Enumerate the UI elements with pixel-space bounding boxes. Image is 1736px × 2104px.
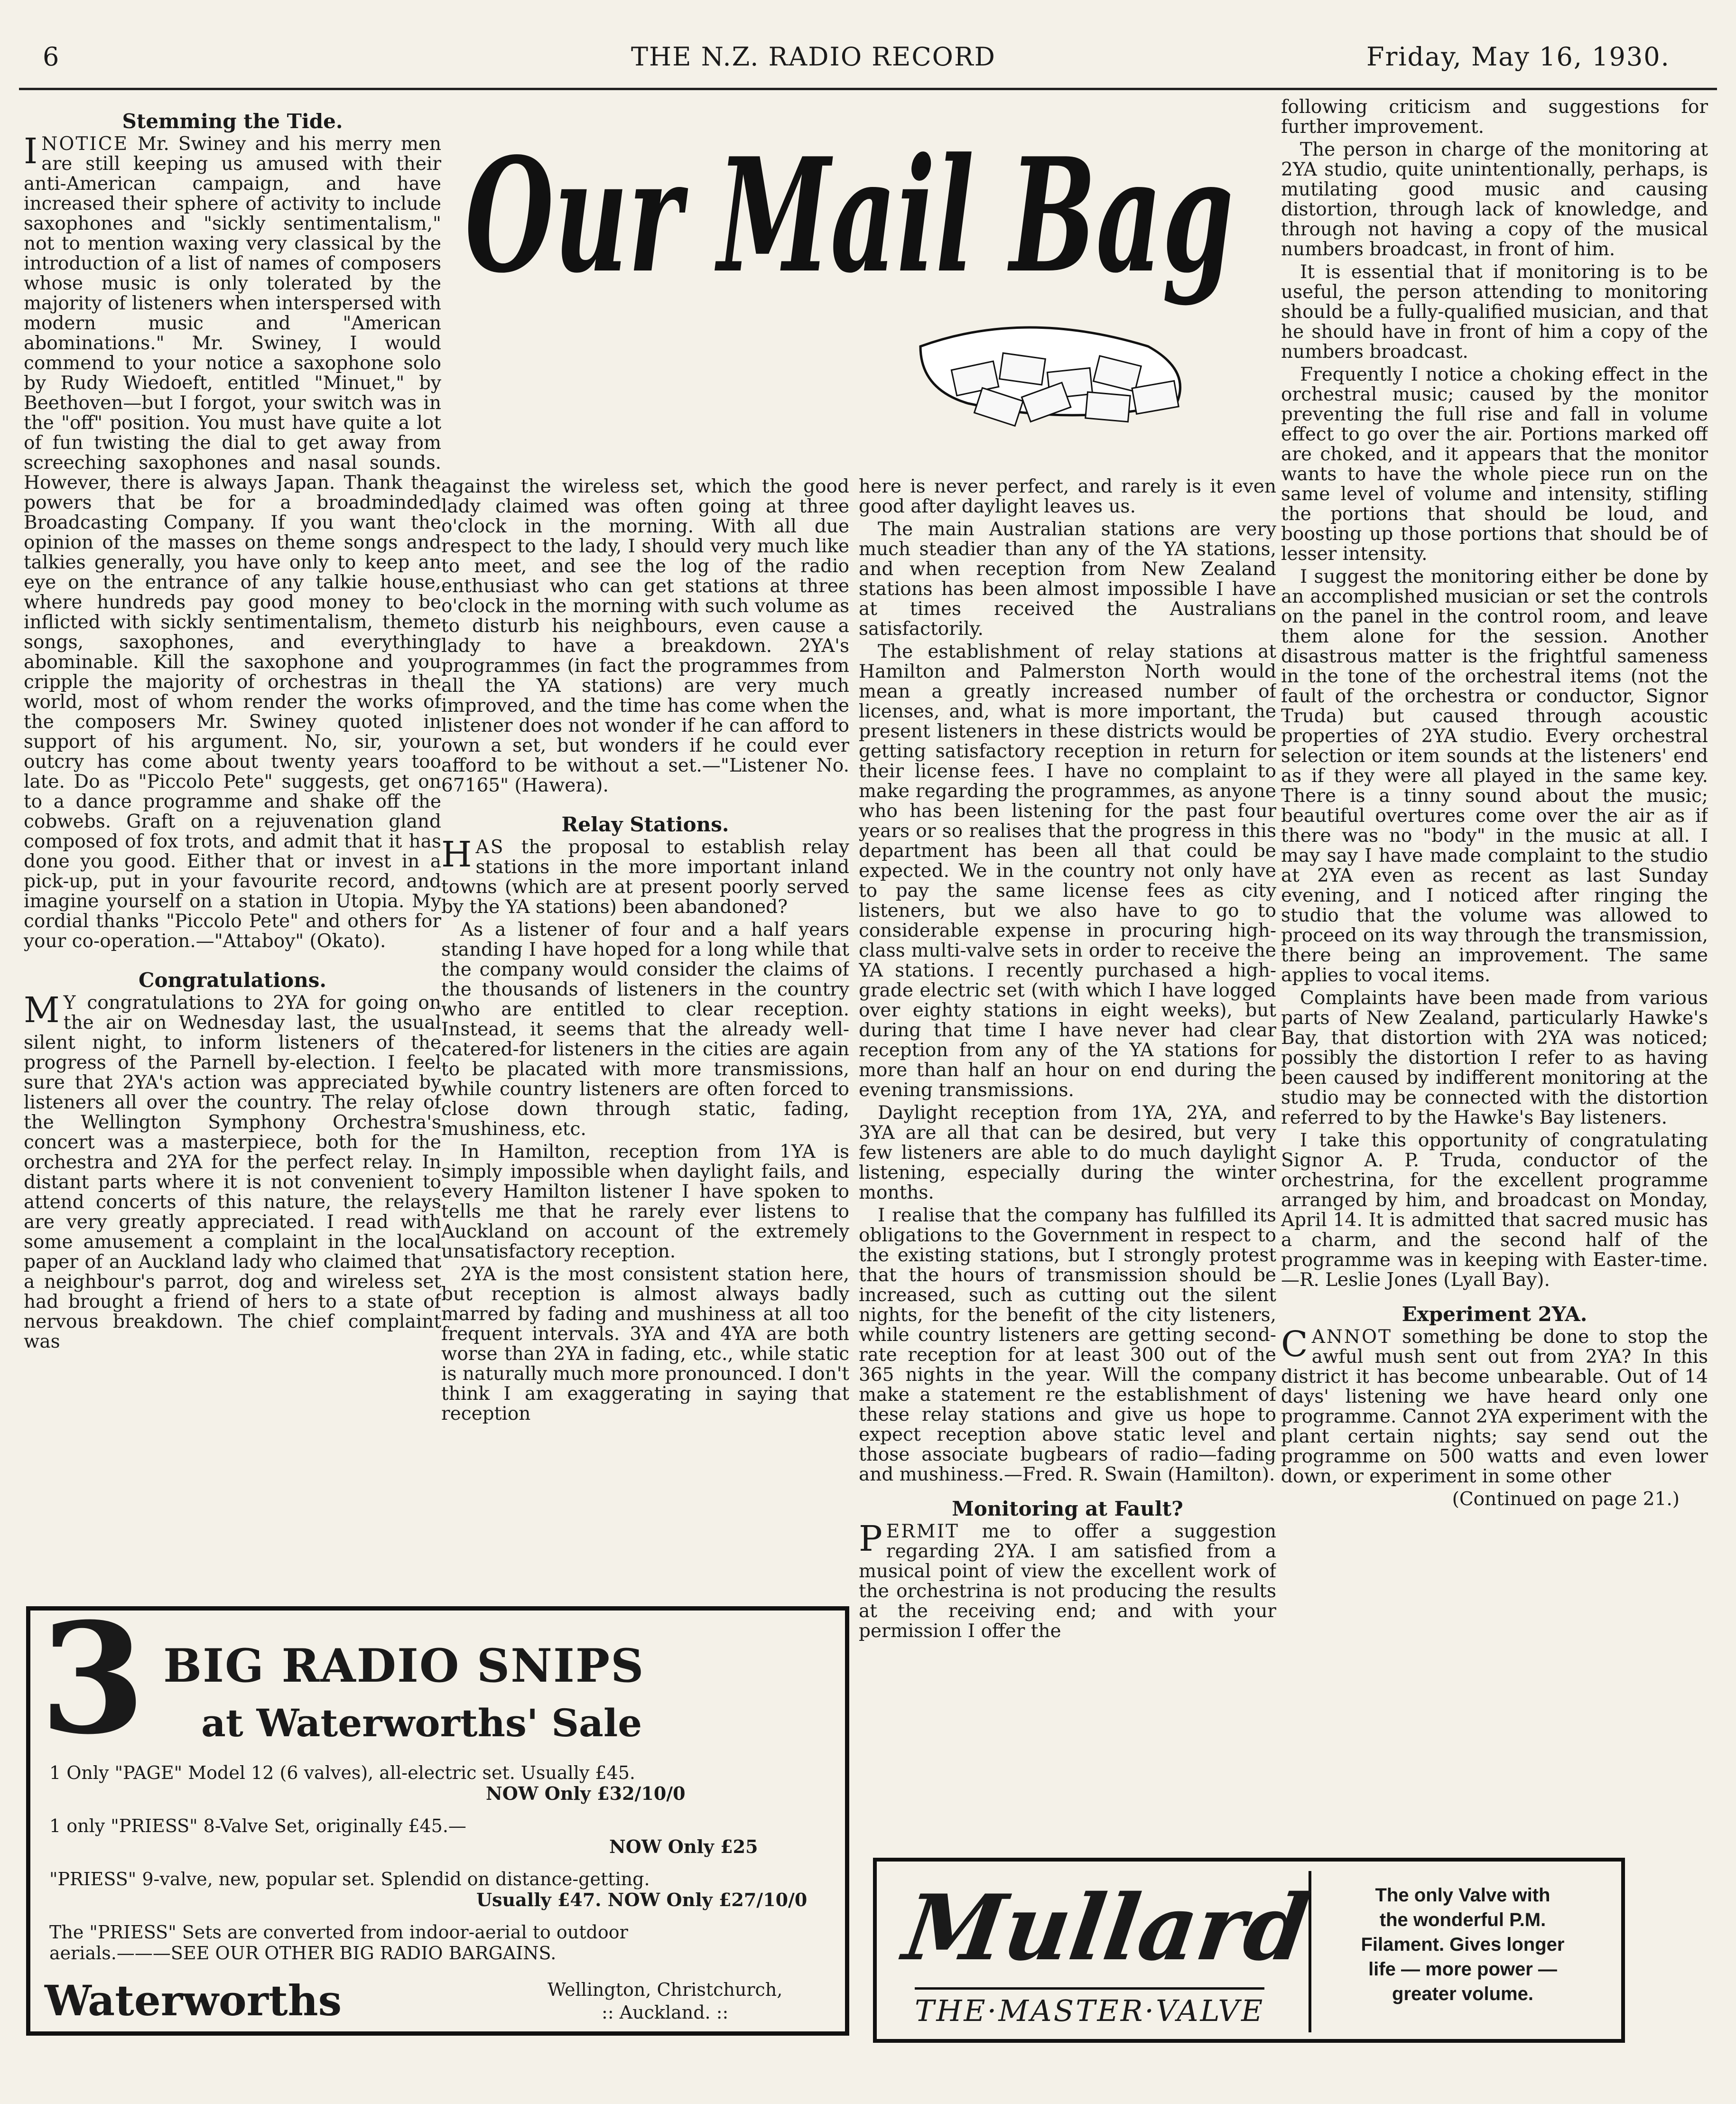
headline-experiment-2ya: Experiment 2YA.	[1402, 1303, 1587, 1326]
masthead-title: Our Mail Bag	[465, 123, 1234, 307]
article-paragraph: I realise that the company has fulfilled its obligations to the Government in respect to the existing stations, but I strongly protest that the hours of transmission should be increased, such as cutting out the silent nights, for the benefit of the city listeners, while country listeners are getting second-rate reception for at least 300 out of the 365 nights in the year. Will the company make a statement re the establishment of these relay stations and give us hope to expect reception above static level and those associate bugbears of radio—fading and mushiness.—Fred. R. Swain (Hamilton).	[859, 1205, 1276, 1485]
article-experiment-2ya: CANNOT something be done to stop the awful mush sent out from 2YA? In this district it has become unbearable. Out of 14 days' listening we have heard only one programme. Cannot 2YA experiment with the plant certain nights; say send out the programme on 500 watts and even lower down, or experiment in some other	[1281, 1324, 1708, 1487]
ad-item-priess9: "PRIESS" 9-valve, new, popular set. Splendid on distance-getting.	[49, 1869, 650, 1890]
drop-cap: H	[441, 834, 472, 875]
article-stemming-the-tide: INOTICE Mr. Swiney and his merry men are still keeping us amused with their anti-American campaign, and have increased their sphere of activity to include saxophones and "sickly sentimentalism," not to mention waxing very classical by the introduction of a list of names of composers whose music is only tolerated by the majority of listeners when interspersed with modern music and "American abominations." Mr. Swiney, I would commend to your notice a saxophone solo by Rudy Wiedoeft, entitled "Minuet," by Beethoven—but I forgot, your switch was in the "off" position. You must have quite a lot of fun twisting the dial to get away from screeching saxophones and nasal sounds. However, there is always Japan. Thank the powers that be for a broadminded Broadcasting Company. If you want the opinion of the masses on theme songs and talkies generally, you have only to keep an eye on the entrance of any talkie house, where hundreds pay good money to be inflicted with sickly sentimentalism, theme songs, saxophones, and everything abominable. Kill the saxophone and you cripple the majority of orchestras in the world, most of whom render the works of the composers Mr. Swiney quoted in support of his argument. No, sir, your outcry has come about twenty years too late. Do as "Piccolo Pete" suggests, get on to a dance programme and shake off the cobwebs. Graft on a rejuvenation gland composed of fox trots, and admit that it has done you good. Either that or invest in a pick-up, put in your favourite record, and imagine yourself on a station in Utopia. My cordial thanks "Piccolo Pete" and others for your co-operation.—"Attaboy" (Okato).	[24, 131, 441, 952]
ad-headline: BIG RADIO SNIPS	[163, 1639, 645, 1693]
issue-date: Friday, May 16, 1930.	[1366, 42, 1670, 72]
headline-relay-stations: Relay Stations.	[561, 813, 729, 836]
article-congratulations-cont: against the wireless set, which the good lady claimed was often going at three o'clock in the morning. With all due respect to the lady, I should very much like to meet, and see the log of the radio enthusiast who can get stations at three o'clock in the morning with such volume as to disturb his neighbours, even cause a lady to have a breakdown. 2YA's programmes (in fact the programmes from all the YA stations) are very much improved, and the time has come when the listener does not wonder if he can afford to own a set, but wonders if he could ever afford to be without a set.—"Listener No. 67165" (Hawera).	[441, 477, 849, 796]
page-number: 6	[43, 42, 60, 72]
drop-cap: P	[859, 1518, 882, 1559]
ad-note: The "PRIESS" Sets are converted from indoor-aerial to outdoor	[49, 1922, 628, 1943]
article-paragraph: Frequently I notice a choking effect in the orchestral music; caused by the monitor preventing the full rise and fall in volume effect to go over the air. Portions marked off are choked, and it appears that the monitor wants to have the whole piece run on the same level of volume and intensity, stifling the portions that should be loud, and boosting up those portions that should be of lesser intensity.	[1281, 364, 1708, 565]
drop-cap: M	[24, 990, 60, 1031]
article-paragraph: As a listener of four and a half years standing I have hoped for a long while that the company would consider the claims of the thousands of listeners in the country who are entitled to clear reception. Instead, it seems that the already well-catered-for listeners in the cities are again to be placated with more transmissions, while country listeners are often forced to close down through static, fading, mushiness, etc.	[441, 919, 849, 1140]
ad-brand: Waterworths	[45, 1976, 342, 2025]
article-paragraph: Complaints have been made from various parts of New Zealand, particularly Hawke's Bay, that distortion with 2YA was noticed; possibly the distortion I refer to as having been caused by indifferent monitoring at the studio may be connected with the distortion referred to by the Hawke's Bay listeners.	[1281, 987, 1708, 1128]
ad-note-2: aerials.———SEE OUR OTHER BIG RADIO BARGAINS.	[49, 1943, 557, 1964]
article-paragraph: I take this opportunity of congratulating Signor A. P. Truda, conductor of the orchestrina, for the excellent programme arranged by him, and broadcast on Monday, April 14. It is admitted that sacred music has a charm, and the second half of the programme was in keeping with Easter-time.—R. Leslie Jones (Lyall Bay).	[1281, 1130, 1708, 1291]
waterworths-advertisement	[26, 1590, 849, 2036]
ad-big-number: 3	[40, 1590, 146, 1768]
ad-item-priess8: 1 only "PRIESS" 8-Valve Set, originally £45.—	[49, 1815, 466, 1836]
column-1	[24, 112, 441, 1597]
ad-item-priess9-price: Usually £47. NOW Only £27/10/0	[476, 1889, 808, 1910]
headline-monitoring-at-fault: Monitoring at Fault?	[952, 1497, 1183, 1520]
mullard-logo	[891, 1871, 1316, 2032]
masthead-our-mail-bag	[455, 100, 1243, 451]
mullard-tagline: THE·MASTER·VALVE	[915, 1987, 1264, 2028]
ad-items	[49, 1762, 827, 1964]
article-monitoring-lead: PERMIT me to offer a suggestion regarding 2YA. I am satisfied from a musical point of view the excellent work of the orchestrina is not producing the results at the receiving end; and with your permission I offer the	[859, 1518, 1276, 1642]
ad-item-page-price: NOW Only £32/10/0	[486, 1783, 686, 1804]
article-paragraph: In Hamilton, reception from 1YA is simply impossible when daylight fails, and every Hamilton listener I have spoken to tells me that he rarely ever listens to Auckland on account of the extremely unsatisfactory reception.	[441, 1141, 849, 1262]
article-monitoring-cont: following criticism and suggestions for further improvement.	[1281, 97, 1708, 138]
headline-congratulations: Congratulations.	[139, 968, 326, 992]
ad-item-page: 1 Only "PAGE" Model 12 (6 valves), all-electric set. Usually £45.	[49, 1762, 635, 1783]
drop-cap: I	[24, 131, 38, 172]
article-paragraph: The establishment of relay stations at Hamilton and Palmerston North would mean a greatly increased number of licenses, and, what is more important, the present listeners in these districts would be getting satisfactory reception in return for their license fees. I have no complaint to make regarding the programmes, as anyone who has been listening for the past four years or so realises that the progress in this department has been all that could be expected. We in the country not only have to pay the same license fees as city listeners, but we also have to go to considerable expense in procuring high-class multi-valve sets in order to receive the YA stations. I recently purchased a high-grade electric set (with which I have logged over eighty stations in eight weeks), but during that time I have never had clear reception from any of the YA stations for more than half an hour on end during the evening transmissions.	[859, 641, 1276, 1101]
article-paragraph: Daylight reception from 1YA, 2YA, and 3YA are all that can be desired, but very few listeners are able to do much daylight listening, especially during the winter months.	[859, 1102, 1276, 1203]
drop-cap: C	[1281, 1324, 1308, 1365]
ad-locations: Wellington, Christchurch, :: Auckland. ::	[548, 1979, 783, 2023]
article-paragraph: The main Australian stations are very much steadier than any of the YA stations, and when reception from New Zealand stations has been almost impossible I have at times received the Australians satisfactorily.	[859, 519, 1276, 640]
mullard-brand: Mullard	[898, 1875, 1316, 1981]
headline-stemming-the-tide: Stemming the Tide.	[122, 112, 343, 133]
continued-notice: (Continued on page 21.)	[1452, 1489, 1680, 1510]
ad-item-priess8-price: NOW Only £25	[609, 1836, 758, 1857]
mullard-copy: The only Valve with the wonderful P.M. Filament. Gives longer life — more power — greater volume.	[1361, 1885, 1565, 2004]
article-relay-stations-cont: here is never perfect, and rarely is it even good after daylight leaves us.	[859, 477, 1276, 517]
article-congratulations: M Y congratulations to 2YA for going on the air on Wednesday last, the usual silent night, to inform listeners of the progress of the Parnell by-election. I feel sure that 2YA's action was appreciated by listeners all over the country. The relay of the Wellington Symphony Orchestra's concert was a masterpiece, both for the orchestra and 2YA for the perfect relay. In distant parts where it is not convenient to attend concerts of this nature, the relays are very greatly appreciated. I read with some amusement a complaint in the local paper of an Auckland lady who claimed that a neighbour's parrot, dog and wireless set had brought a friend of hers to a state of nervous breakdown. The chief complaint was	[24, 990, 441, 1352]
article-paragraph: It is essential that if monitoring is to be useful, the person attending to monitoring should be a fully-qualified musician, and that he should have in front of him a copy of the numbers broadcast.	[1281, 261, 1708, 363]
article-relay-stations-lead: HAS the proposal to establish relay stations in the more important inland towns (which are at present poorly served by the YA stations) been abandoned?	[441, 834, 849, 918]
column-4	[1281, 97, 1708, 1843]
header-rule	[19, 88, 1717, 90]
publication-title: THE N.Z. RADIO RECORD	[631, 42, 996, 72]
article-paragraph: The person in charge of the monitoring at 2YA studio, quite unintentionally, perhaps, is mutilating good music and causing distortion, through lack of knowledge, and through not having a copy of the musical numbers broadcast, in front of him.	[1281, 139, 1708, 260]
mullard-advertisement	[873, 1858, 1625, 2043]
article-paragraph: I suggest the monitoring either be done by an accomplished musician or set the controls on the panel in the control room, and leave them alone for the session. Another disastrous matter is the frightful sameness in the tone of the orchestral items (not the fault of the orchestra or conductor, Signor Truda) but caused through acoustic properties of 2YA studio. Every orchestral selection or item sounds at the listeners' end as if they were all played in the same key. There is a tinny sound about the music; beautiful overtures come over the air as if there was no "body" in the music at all. I may say I have made complaint to the studio at 2YA even as recent as last Sunday evening, and I noticed after ringing the studio that the volume was allowed to proceed on its way through the transmission, there being an improvement. The same applies to vocal items.	[1281, 566, 1708, 986]
mailbag-illustration	[920, 327, 1180, 426]
column-3	[859, 477, 1276, 1848]
ad-subheadline: at Waterworths' Sale	[201, 1701, 642, 1745]
article-paragraph: 2YA is the most consistent station here, but reception is almost always badly marred by fading and mushiness at all too frequent intervals. 3YA and 4YA are both worse than 2YA in fading, etc., while static is naturally much more pronounced. I don't think I am exaggerating in saying that reception	[441, 1264, 849, 1424]
column-2	[441, 477, 849, 1597]
